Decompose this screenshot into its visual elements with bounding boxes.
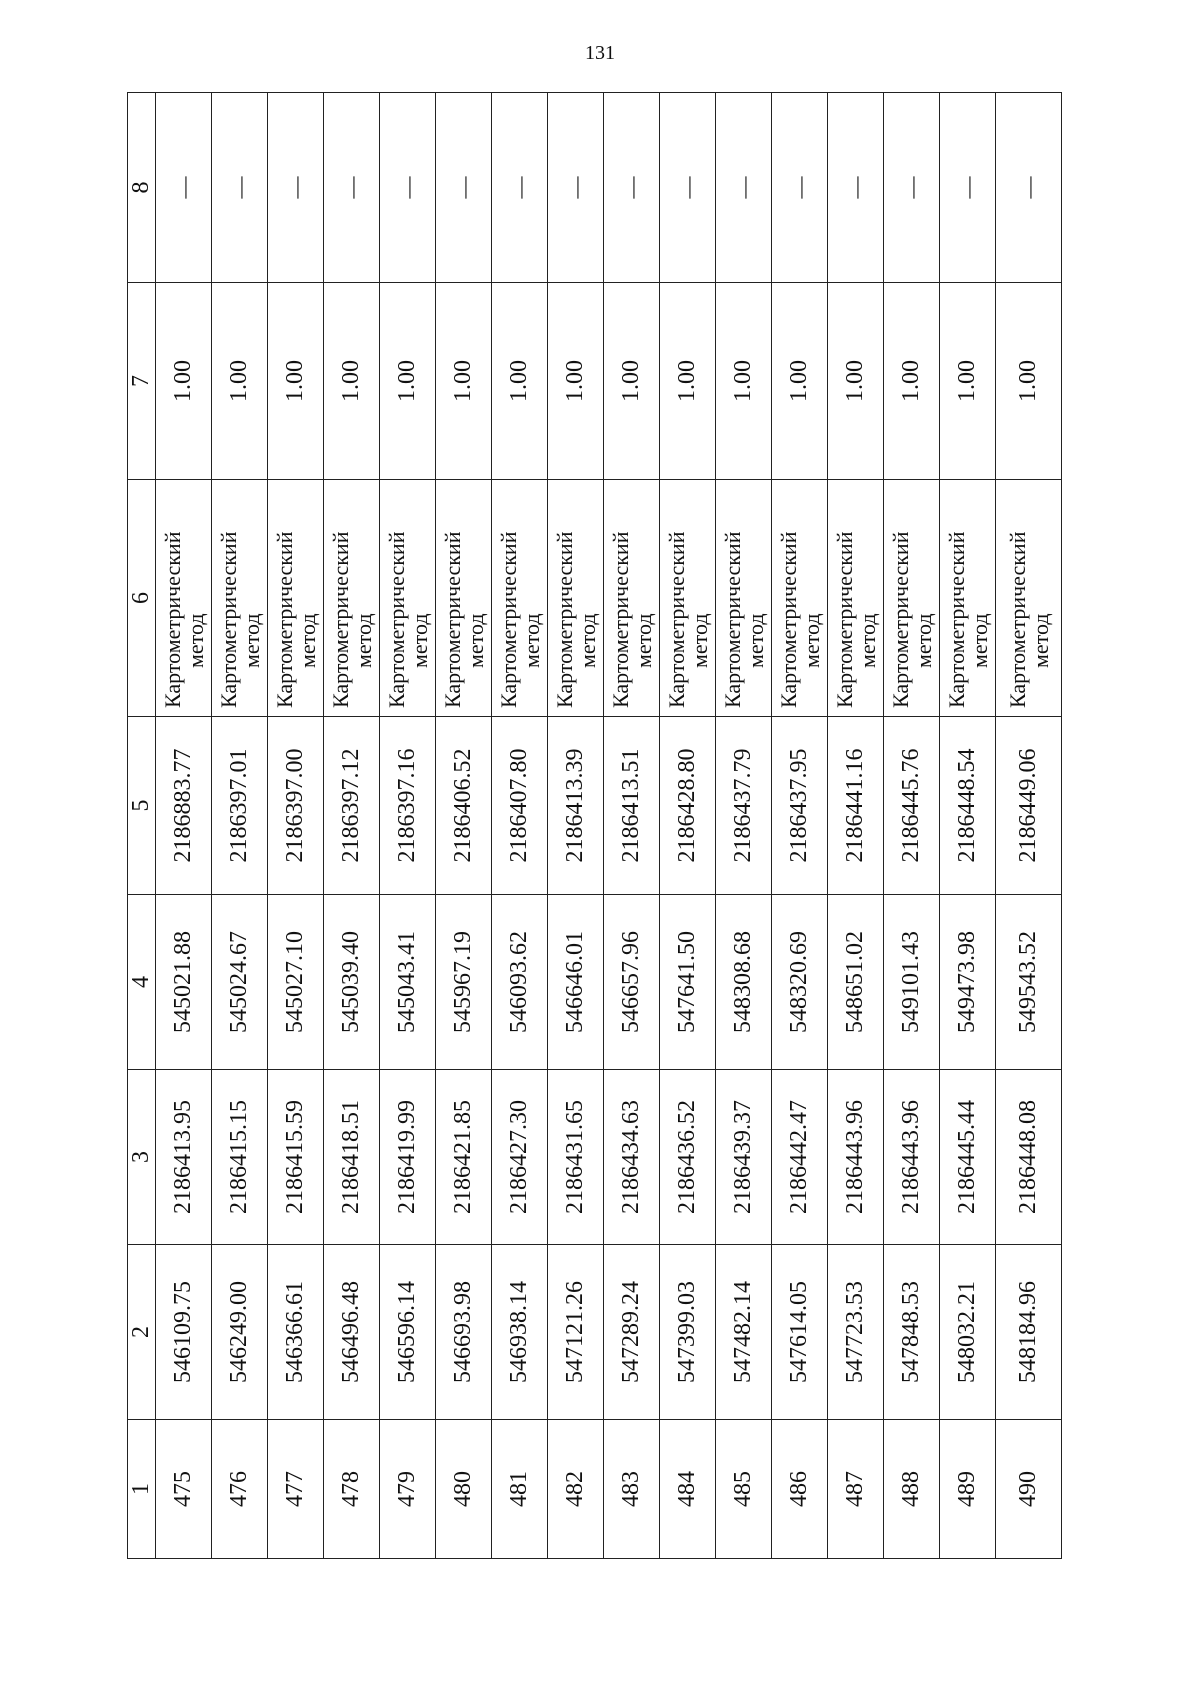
table-row [660, 93, 716, 1559]
table-cell-c3: 2186448.08 [996, 1070, 1062, 1245]
table-row [716, 93, 772, 1559]
table-cell-c8: — [268, 93, 324, 283]
table-cell-c7: 1.00 [212, 283, 268, 480]
method-line-2: метод [910, 613, 936, 668]
table-cell-c3: 2186443.96 [828, 1070, 884, 1245]
method-line-1: Картометрический [1004, 531, 1030, 708]
header-cell-7: 7 [128, 283, 156, 480]
table-cell-c5: 2186413.39 [548, 717, 604, 895]
table-cell-c2: 547121.26 [548, 1245, 604, 1420]
coordinates-table-rotated [127, 93, 1053, 1559]
table-cell-c7: 1.00 [884, 283, 940, 480]
table-cell-c1: 489 [940, 1420, 996, 1559]
table-cell-c4: 548651.02 [828, 895, 884, 1070]
method-line-2: метод [182, 613, 208, 668]
table-cell-c4: 545027.10 [268, 895, 324, 1070]
table-cell-c5: 2186397.16 [380, 717, 436, 895]
table-cell-c2: 547614.05 [772, 1245, 828, 1420]
table-cell-c2: 546938.14 [492, 1245, 548, 1420]
table-cell-c8: — [660, 93, 716, 283]
table-cell-c4: 549101.43 [884, 895, 940, 1070]
table-cell-c5: 2186449.06 [996, 717, 1062, 895]
header-cell-5: 5 [128, 717, 156, 895]
table-cell-c1: 477 [268, 1420, 324, 1559]
table-row [996, 93, 1062, 1559]
header-cell-1: 1 [128, 1420, 156, 1559]
table-cell-c2: 548032.21 [940, 1245, 996, 1420]
method-line-2: метод [406, 613, 432, 668]
table-cell-method [380, 480, 436, 717]
table-row [940, 93, 996, 1559]
table-cell-c4: 546646.01 [548, 895, 604, 1070]
header-row [128, 93, 156, 1559]
table-cell-method [436, 480, 492, 717]
table-cell-c5: 2186437.79 [716, 717, 772, 895]
method-line-2: метод [798, 613, 824, 668]
table-cell-c4: 546093.62 [492, 895, 548, 1070]
table-cell-method [324, 480, 380, 717]
table-cell-c2: 546249.00 [212, 1245, 268, 1420]
table-row [828, 93, 884, 1559]
table-cell-c8: — [884, 93, 940, 283]
table-cell-c3: 2186413.95 [156, 1070, 212, 1245]
table-row [436, 93, 492, 1559]
table-row [604, 93, 660, 1559]
table-cell-c2: 547399.03 [660, 1245, 716, 1420]
table-row [156, 93, 212, 1559]
table-cell-c3: 2186443.96 [884, 1070, 940, 1245]
table-cell-c4: 548320.69 [772, 895, 828, 1070]
table-cell-c8: — [380, 93, 436, 283]
method-line-2: метод [742, 613, 768, 668]
method-line-2: метод [966, 613, 992, 668]
table-cell-method [772, 480, 828, 717]
table-cell-c5: 2186445.76 [884, 717, 940, 895]
table-cell-c1: 484 [660, 1420, 716, 1559]
table-cell-c7: 1.00 [380, 283, 436, 480]
table-cell-c7: 1.00 [772, 283, 828, 480]
table-cell-c5: 2186397.00 [268, 717, 324, 895]
method-line-2: метод [854, 613, 880, 668]
table-cell-c7: 1.00 [716, 283, 772, 480]
table-cell-c1: 475 [156, 1420, 212, 1559]
table-body [156, 93, 1062, 1559]
table-cell-c5: 2186413.51 [604, 717, 660, 895]
table-cell-c3: 2186418.51 [324, 1070, 380, 1245]
method-line-2: метод [462, 613, 488, 668]
table-cell-c1: 485 [716, 1420, 772, 1559]
table-cell-c3: 2186415.15 [212, 1070, 268, 1245]
method-line-2: метод [518, 613, 544, 668]
method-line-1: Картометрический [383, 531, 409, 708]
table-row [212, 93, 268, 1559]
table-cell-c1: 482 [548, 1420, 604, 1559]
page-number: 131 [585, 42, 615, 64]
table-cell-c1: 490 [996, 1420, 1062, 1559]
table-cell-c1: 476 [212, 1420, 268, 1559]
table-cell-c7: 1.00 [828, 283, 884, 480]
table-cell-c8: — [212, 93, 268, 283]
table-cell-c4: 545021.88 [156, 895, 212, 1070]
method-line-2: метод [294, 613, 320, 668]
table-cell-method [604, 480, 660, 717]
method-line-1: Картометрический [551, 531, 577, 708]
table-cell-c1: 486 [772, 1420, 828, 1559]
method-line-1: Картометрический [943, 531, 969, 708]
table-cell-method [884, 480, 940, 717]
table-cell-c8: — [772, 93, 828, 283]
header-cell-4: 4 [128, 895, 156, 1070]
method-line-1: Картометрический [719, 531, 745, 708]
table-row [324, 93, 380, 1559]
table-cell-c7: 1.00 [996, 283, 1062, 480]
table-cell-c8: — [436, 93, 492, 283]
table-cell-c3: 2186434.63 [604, 1070, 660, 1245]
header-cell-3: 3 [128, 1070, 156, 1245]
table-cell-c5: 2186437.95 [772, 717, 828, 895]
table-cell-c8: — [156, 93, 212, 283]
method-line-1: Картометрический [831, 531, 857, 708]
table-cell-c7: 1.00 [324, 283, 380, 480]
table-cell-c3: 2186419.99 [380, 1070, 436, 1245]
method-line-2: метод [574, 613, 600, 668]
table-cell-c7: 1.00 [268, 283, 324, 480]
table-cell-c2: 546109.75 [156, 1245, 212, 1420]
method-line-2: метод [686, 613, 712, 668]
table-cell-c3: 2186436.52 [660, 1070, 716, 1245]
table-cell-c5: 2186428.80 [660, 717, 716, 895]
table-cell-c7: 1.00 [660, 283, 716, 480]
table-cell-c5: 2186397.12 [324, 717, 380, 895]
table-cell-method [156, 480, 212, 717]
table-cell-c2: 547289.24 [604, 1245, 660, 1420]
header-cell-2: 2 [128, 1245, 156, 1420]
table-cell-method [996, 480, 1062, 717]
table-cell-c5: 2186448.54 [940, 717, 996, 895]
table-cell-method [940, 480, 996, 717]
table-cell-method [716, 480, 772, 717]
method-line-1: Картометрический [775, 531, 801, 708]
table-cell-c4: 545967.19 [436, 895, 492, 1070]
table-cell-c5: 2186883.77 [156, 717, 212, 895]
table-row [548, 93, 604, 1559]
header-cell-8: 8 [128, 93, 156, 283]
table-cell-c7: 1.00 [156, 283, 212, 480]
method-line-1: Картометрический [607, 531, 633, 708]
table-cell-c2: 546693.98 [436, 1245, 492, 1420]
table-cell-method [492, 480, 548, 717]
method-line-1: Картометрический [215, 531, 241, 708]
table-cell-c5: 2186406.52 [436, 717, 492, 895]
table-cell-c4: 545043.41 [380, 895, 436, 1070]
table-cell-c4: 545024.67 [212, 895, 268, 1070]
header-cell-6: 6 [128, 480, 156, 717]
table-cell-c3: 2186421.85 [436, 1070, 492, 1245]
method-line-1: Картометрический [495, 531, 521, 708]
method-line-1: Картометрический [271, 531, 297, 708]
table-cell-c7: 1.00 [548, 283, 604, 480]
table-cell-c3: 2186442.47 [772, 1070, 828, 1245]
table-row [772, 93, 828, 1559]
table-cell-c2: 546496.48 [324, 1245, 380, 1420]
table-cell-c2: 547723.53 [828, 1245, 884, 1420]
table-cell-c7: 1.00 [436, 283, 492, 480]
method-line-1: Картометрический [663, 531, 689, 708]
table-cell-c2: 547482.14 [716, 1245, 772, 1420]
table-cell-c8: — [828, 93, 884, 283]
method-line-1: Картометрический [439, 531, 465, 708]
method-line-1: Картометрический [159, 531, 185, 708]
table-cell-method [548, 480, 604, 717]
table-cell-c2: 548184.96 [996, 1245, 1062, 1420]
table-row [380, 93, 436, 1559]
table-cell-c2: 546596.14 [380, 1245, 436, 1420]
table-cell-c8: — [996, 93, 1062, 283]
table-cell-method [660, 480, 716, 717]
table-cell-c1: 479 [380, 1420, 436, 1559]
table-cell-c4: 548308.68 [716, 895, 772, 1070]
method-line-2: метод [238, 613, 264, 668]
table-cell-c8: — [716, 93, 772, 283]
table-cell-c8: — [492, 93, 548, 283]
method-line-2: метод [350, 613, 376, 668]
table-row [268, 93, 324, 1559]
table-cell-c4: 549543.52 [996, 895, 1062, 1070]
table-cell-c8: — [604, 93, 660, 283]
table-cell-c1: 483 [604, 1420, 660, 1559]
table-cell-method [212, 480, 268, 717]
table-cell-c4: 547641.50 [660, 895, 716, 1070]
table-cell-c3: 2186427.30 [492, 1070, 548, 1245]
table-cell-c5: 2186407.80 [492, 717, 548, 895]
table-cell-c3: 2186431.65 [548, 1070, 604, 1245]
table-cell-c4: 546657.96 [604, 895, 660, 1070]
table-cell-c8: — [548, 93, 604, 283]
table-cell-c3: 2186439.37 [716, 1070, 772, 1245]
table-cell-c2: 546366.61 [268, 1245, 324, 1420]
table-row [492, 93, 548, 1559]
table-cell-c8: — [940, 93, 996, 283]
table-cell-c2: 547848.53 [884, 1245, 940, 1420]
method-line-2: метод [1027, 613, 1053, 668]
table-cell-c7: 1.00 [940, 283, 996, 480]
table-cell-c5: 2186397.01 [212, 717, 268, 895]
coordinates-table [127, 92, 1062, 1559]
table-cell-c7: 1.00 [492, 283, 548, 480]
table-cell-c1: 480 [436, 1420, 492, 1559]
table-cell-method [268, 480, 324, 717]
method-line-1: Картометрический [887, 531, 913, 708]
table-cell-c5: 2186441.16 [828, 717, 884, 895]
table-cell-c4: 549473.98 [940, 895, 996, 1070]
method-line-1: Картометрический [327, 531, 353, 708]
table-cell-c7: 1.00 [604, 283, 660, 480]
table-cell-c1: 481 [492, 1420, 548, 1559]
table-cell-c3: 2186415.59 [268, 1070, 324, 1245]
table-cell-c4: 545039.40 [324, 895, 380, 1070]
table-cell-c1: 478 [324, 1420, 380, 1559]
table-cell-c8: — [324, 93, 380, 283]
table-cell-c3: 2186445.44 [940, 1070, 996, 1245]
table-cell-method [828, 480, 884, 717]
method-line-2: метод [630, 613, 656, 668]
table-cell-c1: 488 [884, 1420, 940, 1559]
table-cell-c1: 487 [828, 1420, 884, 1559]
table-row [884, 93, 940, 1559]
